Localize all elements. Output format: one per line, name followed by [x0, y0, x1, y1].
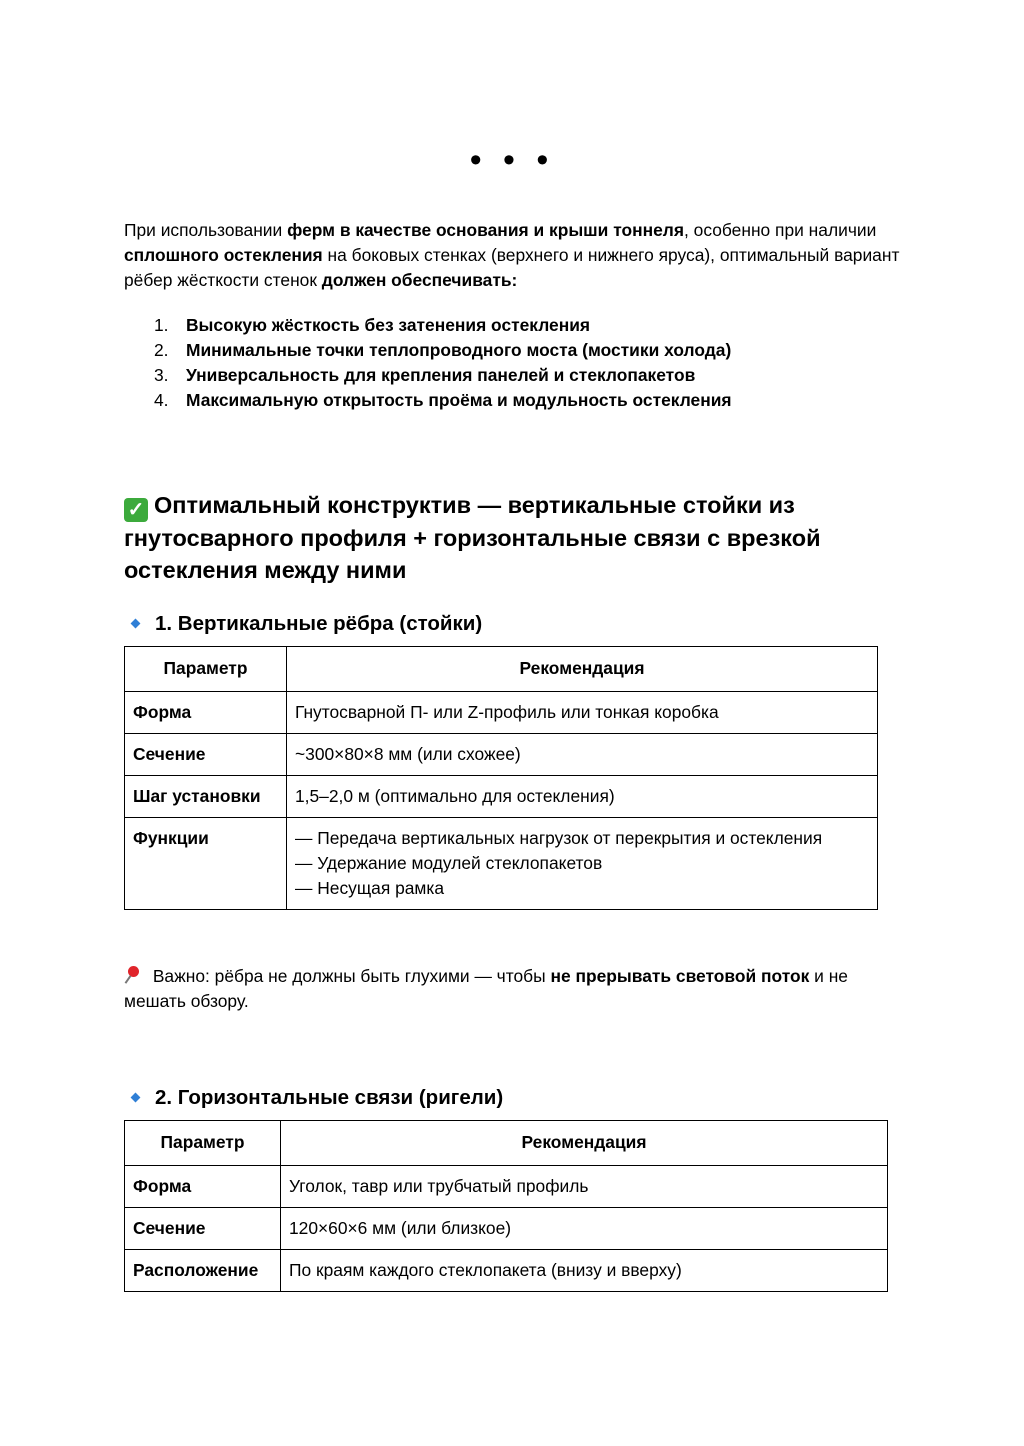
check-mark-icon: ✓	[124, 498, 148, 522]
param-cell: Форма	[125, 1166, 281, 1208]
recommendation-cell: 120×60×6 мм (или близкое)	[281, 1208, 888, 1250]
horizontal-links-table	[124, 1120, 888, 1292]
table-row	[125, 1250, 888, 1292]
param-cell: Шаг установки	[125, 776, 287, 818]
subsection-heading-1: 1. Вертикальные рёбра (стойки)	[128, 610, 482, 638]
recommendation-cell: Гнутосварной П- или Z-профиль или тонкая коробка	[287, 692, 878, 734]
table-header-row	[125, 647, 878, 692]
recommendation-cell: По краям каждого стеклопакета (внизу и вверху)	[281, 1250, 888, 1292]
list-item: 1. Высокую жёсткость без затенения остекления	[154, 315, 591, 335]
recommendation-cell: Уголок, тавр или трубчатый профиль	[281, 1166, 888, 1208]
table-header-row	[125, 1121, 888, 1166]
intro-bold-2: сплошного остекления	[124, 245, 323, 265]
list-item: 3. Универсальность для крепления панелей и стеклопакетов	[154, 365, 696, 385]
intro-bold-1: ферм в качестве основания и крыши тоннеля	[287, 220, 684, 240]
table-row	[125, 818, 878, 910]
table-row	[125, 692, 878, 734]
recommendation-cell: — Передача вертикальных нагрузок от перекрытия и остекления — Удержание модулей стеклопакетов — Несущая рамка	[287, 818, 878, 910]
table-row	[125, 734, 878, 776]
param-cell: Функции	[125, 818, 287, 910]
intro-text-2: , особенно при наличии	[684, 220, 877, 240]
intro-text-1: При использовании	[124, 220, 288, 240]
table-row	[125, 1166, 888, 1208]
recommendation-cell: ~300×80×8 мм (или схожее)	[287, 734, 878, 776]
list-item: 2. Минимальные точки теплопроводного моста (мостики холода)	[154, 340, 732, 360]
column-header: Рекомендация	[287, 647, 878, 692]
pushpin-icon	[124, 966, 142, 984]
param-cell: Сечение	[125, 1208, 281, 1250]
intro-bold-3: должен обеспечивать:	[321, 270, 518, 290]
param-cell: Сечение	[125, 734, 287, 776]
intro-paragraph	[124, 218, 904, 293]
table-row	[125, 1208, 888, 1250]
column-header: Рекомендация	[281, 1121, 888, 1166]
vertical-ribs-table	[124, 646, 878, 910]
column-header: Параметр	[125, 647, 287, 692]
intro-text-3: на боковых стенках (верхнего и нижнего яруса), оптимальный вариант рёбер жёсткости стенок	[124, 245, 900, 290]
requirements-list	[124, 313, 732, 413]
param-cell: Форма	[125, 692, 287, 734]
list-item: 4. Максимальную открытость проёма и модульность остекления	[154, 390, 732, 410]
blue-diamond-icon	[131, 618, 141, 628]
blue-diamond-icon	[131, 1092, 141, 1102]
section-separator: • • •	[469, 141, 555, 179]
param-cell: Расположение	[125, 1250, 281, 1292]
important-note: Важно: рёбра не должны быть глухими — чтобы не прерывать световой поток и не мешать обзору.	[124, 966, 848, 1011]
section-heading: ✓ Оптимальный конструктив — вертикальные стойки из гнутосварного профиля + горизонтальные связи с врезкой остекления между ними	[124, 492, 821, 583]
column-header: Параметр	[125, 1121, 281, 1166]
subsection-heading-2: 2. Горизонтальные связи (ригели)	[128, 1084, 503, 1112]
table-row	[125, 776, 878, 818]
recommendation-cell: 1,5–2,0 м (оптимально для остекления)	[287, 776, 878, 818]
